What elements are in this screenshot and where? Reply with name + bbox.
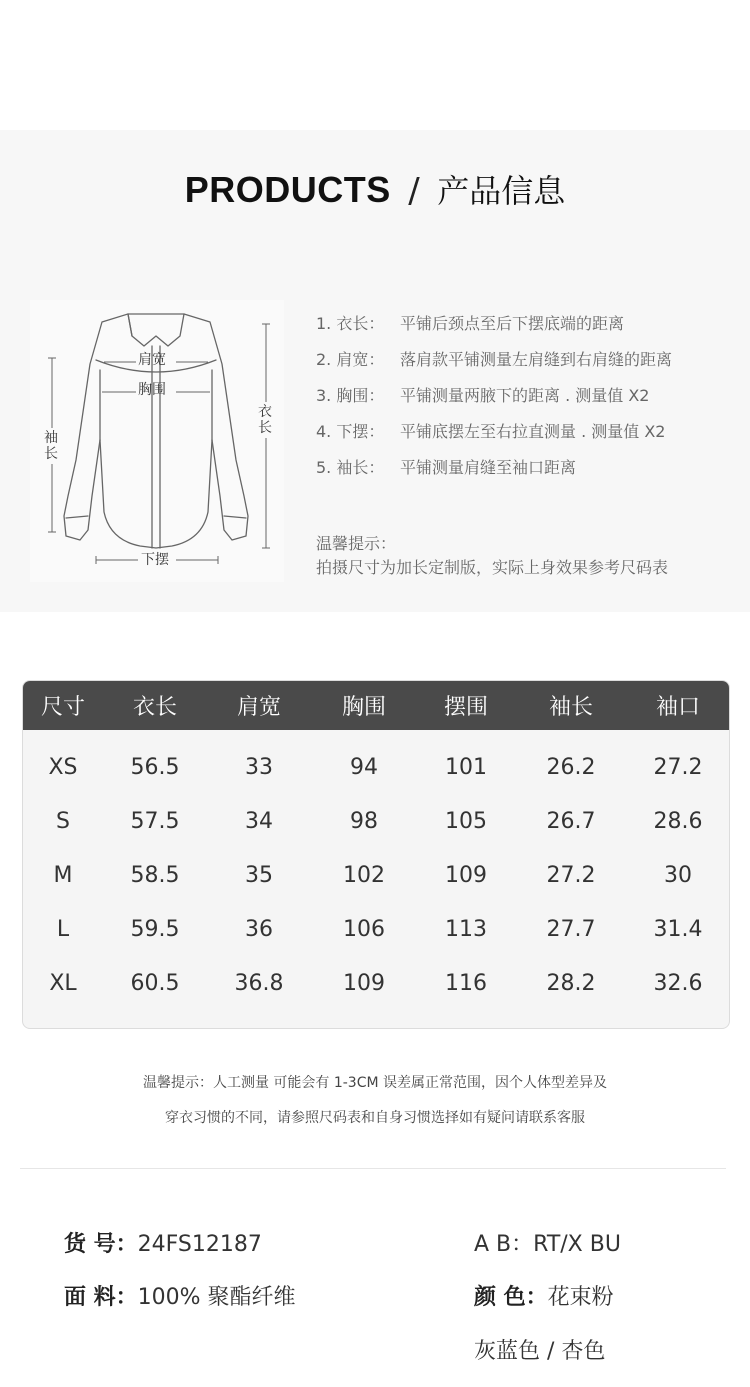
- table-row: [23, 794, 729, 848]
- title-english: PRODUCTS: [184, 169, 391, 210]
- table-cell: 28.6: [653, 808, 703, 834]
- table-cell: 94: [350, 754, 378, 780]
- header-length: 衣长: [132, 695, 177, 720]
- table-cell: 58.5: [130, 862, 180, 888]
- table-cell: 105: [445, 808, 487, 834]
- ab-code-value: RT/X BU: [533, 1232, 621, 1257]
- header-sleeve: 袖长: [548, 695, 593, 720]
- measurement-note: [316, 348, 736, 384]
- header-shoulder: 肩宽: [236, 695, 281, 720]
- note-text: 落肩款平铺测量左肩缝到右肩缝的距离: [400, 350, 673, 369]
- table-cell: 28.2: [546, 970, 596, 996]
- color-value-2: 灰蓝色 / 杏色: [474, 1339, 606, 1364]
- table-cell: 109: [343, 970, 385, 996]
- item-number-value: 24FS12187: [137, 1232, 262, 1257]
- label-chest: 胸围: [138, 382, 166, 398]
- table-row: [23, 740, 729, 794]
- measurement-note: [316, 456, 736, 492]
- table-cell: M: [53, 862, 73, 888]
- header-size: 尺寸: [40, 695, 85, 720]
- table-cell: 59.5: [130, 916, 180, 942]
- table-row: [23, 848, 729, 902]
- table-cell: 56.5: [130, 754, 180, 780]
- header-hem: 摆围: [443, 695, 488, 720]
- material-value: 100% 聚酯纤维: [137, 1285, 296, 1310]
- note-label: 3. 胸围：: [316, 386, 385, 405]
- table-cell: 26.7: [546, 808, 596, 834]
- title-chinese: 产品信息: [437, 172, 566, 210]
- color: [474, 1283, 614, 1313]
- title-separator: /: [408, 171, 420, 211]
- size-chart-table: [22, 680, 730, 1029]
- measurement-disclaimer-line-2: 穿衣习惯的不同，请参照尺码表和自身习惯选择如有疑问请联系客服: [165, 1110, 585, 1126]
- table-body: [23, 730, 729, 1010]
- table-cell: 34: [245, 808, 273, 834]
- table-cell: 36: [245, 916, 273, 942]
- shirt-outline-illustration: [30, 300, 284, 582]
- table-row: [23, 902, 729, 956]
- table-cell: XS: [48, 754, 78, 780]
- material: [64, 1283, 296, 1313]
- table-cell: 27.7: [546, 916, 596, 942]
- table-cell: L: [56, 916, 70, 942]
- table-cell: 32.6: [653, 970, 703, 996]
- ab-code-label: A B：: [474, 1232, 534, 1257]
- tip-title: 温馨提示：: [316, 534, 397, 553]
- note-text: 平铺后颈点至后下摆底端的距离: [400, 314, 625, 333]
- note-text: 平铺底摆左至右拉直测量 . 测量值 X2: [400, 422, 666, 441]
- table-cell: 30: [664, 862, 692, 888]
- table-cell: 109: [445, 862, 487, 888]
- tip-text: 拍摄尺寸为加长定制版，实际上身效果参考尺码表: [316, 558, 669, 577]
- table-cell: 113: [445, 916, 487, 942]
- section-divider: [20, 1168, 726, 1169]
- table-cell: 98: [350, 808, 378, 834]
- item-number-label: 货 号：: [64, 1232, 138, 1257]
- note-text: 平铺测量肩缝至袖口距离: [400, 458, 577, 477]
- table-cell: 57.5: [130, 808, 180, 834]
- color-value-1: 花束粉: [547, 1285, 614, 1310]
- note-label: 2. 肩宽：: [316, 350, 385, 369]
- table-cell: 26.2: [546, 754, 596, 780]
- shooting-tip: [316, 532, 668, 580]
- label-sleeve: 袖长: [44, 430, 58, 462]
- table-cell: 101: [445, 754, 487, 780]
- table-header-row: [23, 681, 729, 730]
- table-cell: 116: [445, 970, 487, 996]
- table-cell: 33: [245, 754, 273, 780]
- header-chest: 胸围: [341, 695, 386, 720]
- header-cuff: 袖口: [655, 695, 700, 720]
- table-cell: 60.5: [130, 970, 180, 996]
- table-cell: 36.8: [234, 970, 284, 996]
- measurement-note: [316, 420, 736, 456]
- table-cell: S: [56, 808, 70, 834]
- table-cell: 102: [343, 862, 385, 888]
- measurement-note: [316, 312, 736, 348]
- shirt-measurement-diagram: [30, 300, 284, 582]
- measurement-note: [316, 384, 736, 420]
- note-text: 平铺测量两腋下的距离 . 测量值 X2: [400, 386, 650, 405]
- note-label: 4. 下摆：: [316, 422, 385, 441]
- table-cell: XL: [49, 970, 77, 996]
- note-label: 1. 衣长：: [316, 314, 385, 333]
- ab-code: [474, 1230, 621, 1260]
- note-label: 5. 袖长：: [316, 458, 385, 477]
- material-label: 面 料：: [64, 1285, 138, 1310]
- label-hem: 下摆: [141, 552, 169, 568]
- table-row: [23, 956, 729, 1010]
- measurement-notes-list: [316, 312, 736, 492]
- label-length: 衣长: [258, 404, 272, 436]
- table-cell: 27.2: [653, 754, 703, 780]
- page-title: [0, 168, 750, 213]
- color-label: 颜 色：: [474, 1285, 548, 1310]
- table-cell: 31.4: [653, 916, 703, 942]
- table-cell: 106: [343, 916, 385, 942]
- measurement-disclaimer-line-1: 温馨提示：人工测量 可能会有 1-3CM 误差属正常范围，因个人体型差异及: [142, 1075, 608, 1091]
- item-number: [64, 1230, 262, 1260]
- table-cell: 35: [245, 862, 273, 888]
- table-cell: 27.2: [546, 862, 596, 888]
- label-shoulder: 肩宽: [138, 352, 166, 368]
